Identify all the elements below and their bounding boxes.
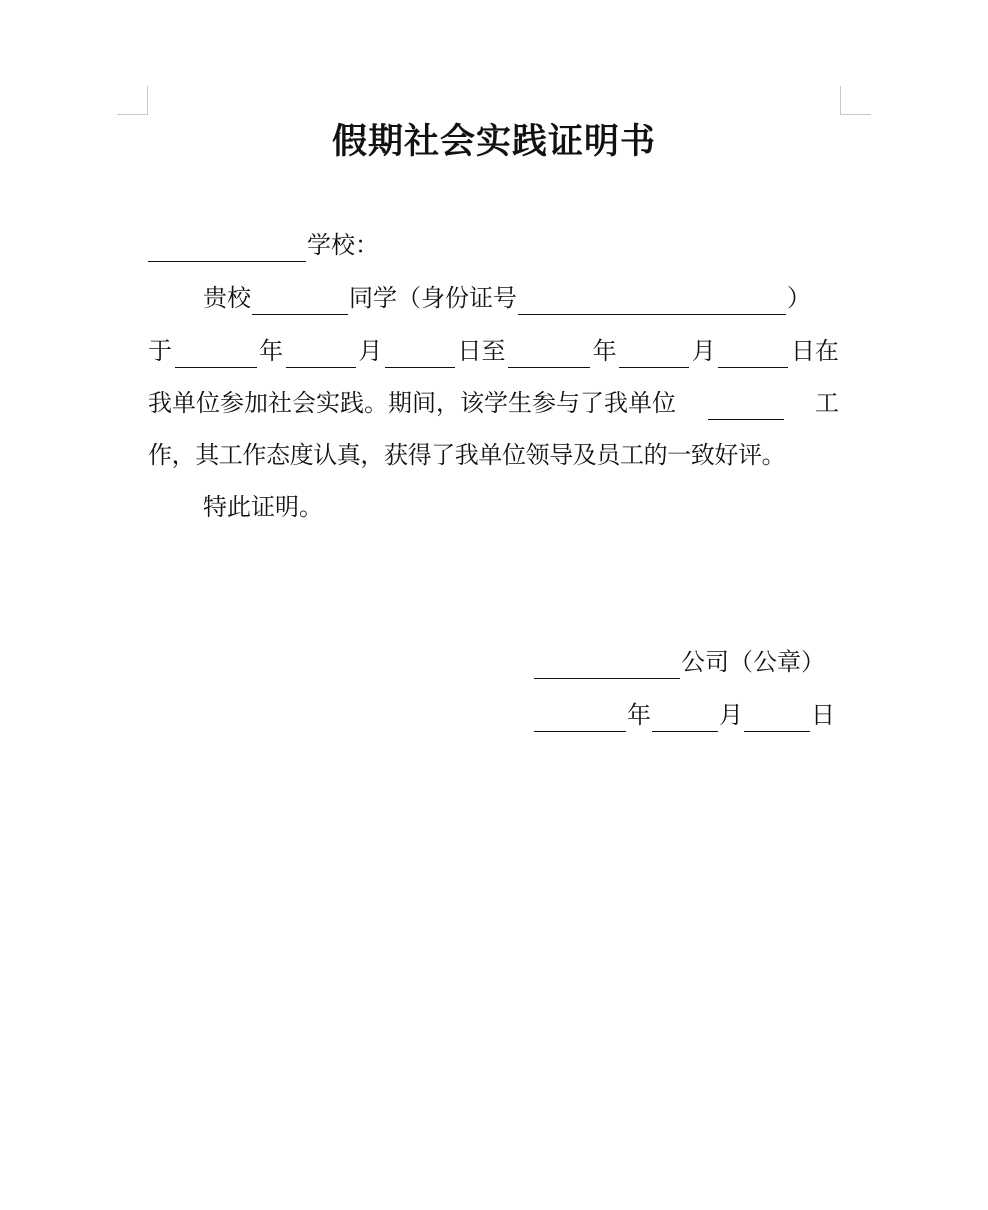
end-day-blank [718, 341, 788, 368]
body-line2-text-b: 年 [259, 337, 284, 365]
body-line2-text-g: 日在 [790, 337, 839, 365]
sign-month-label: 月 [719, 701, 743, 729]
start-month-blank [286, 341, 356, 368]
closing-line [203, 490, 323, 524]
document-title: 假期社会实践证明书 [331, 121, 656, 162]
end-month-blank [619, 341, 689, 368]
body-line-4 [148, 438, 839, 472]
body-line2-text-e: 年 [592, 337, 617, 365]
body-line3-text-a: 我单位参加社会实践。期间，该学生参与了我单位 [148, 389, 676, 417]
body-line1-text-c: ） [787, 284, 811, 312]
id-number-blank [518, 288, 786, 315]
body-line-3 [148, 386, 839, 420]
body-line1-text-b: 同学（身份证号 [349, 284, 517, 312]
start-year-blank [175, 341, 257, 368]
sign-year-blank [534, 705, 626, 732]
salutation-suffix: 学校： [307, 231, 379, 259]
start-day-blank [385, 341, 455, 368]
company-seal-label: 公司（公章） [681, 648, 825, 676]
company-name-blank [534, 652, 680, 679]
body-line2-text-c: 月 [358, 337, 383, 365]
crop-mark-top-right [840, 86, 871, 115]
body-line-1 [203, 281, 811, 315]
body-line3-text-b: 工 [815, 389, 839, 417]
body-line1-text-a: 贵校 [203, 284, 251, 312]
signature-company-line [534, 645, 825, 679]
body-line2-text-d: 日至 [457, 337, 506, 365]
sign-month-blank [652, 705, 718, 732]
signature-date-line [534, 698, 835, 732]
end-year-blank [508, 341, 590, 368]
school-name-blank [148, 235, 306, 262]
sign-day-label: 日 [811, 701, 835, 729]
student-name-blank [252, 288, 348, 315]
sign-year-label: 年 [627, 701, 651, 729]
body-line-2 [148, 334, 839, 368]
closing-text: 特此证明。 [203, 493, 323, 521]
body-line2-text-f: 月 [691, 337, 716, 365]
crop-mark-top-left [117, 86, 148, 115]
salutation-line [148, 228, 379, 262]
body-line2-text-a: 于 [148, 337, 172, 365]
sign-day-blank [744, 705, 810, 732]
body-line4-text: 作，其工作态度认真，获得了我单位领导及员工的一致好评。 [148, 441, 786, 469]
job-blank [708, 393, 784, 420]
